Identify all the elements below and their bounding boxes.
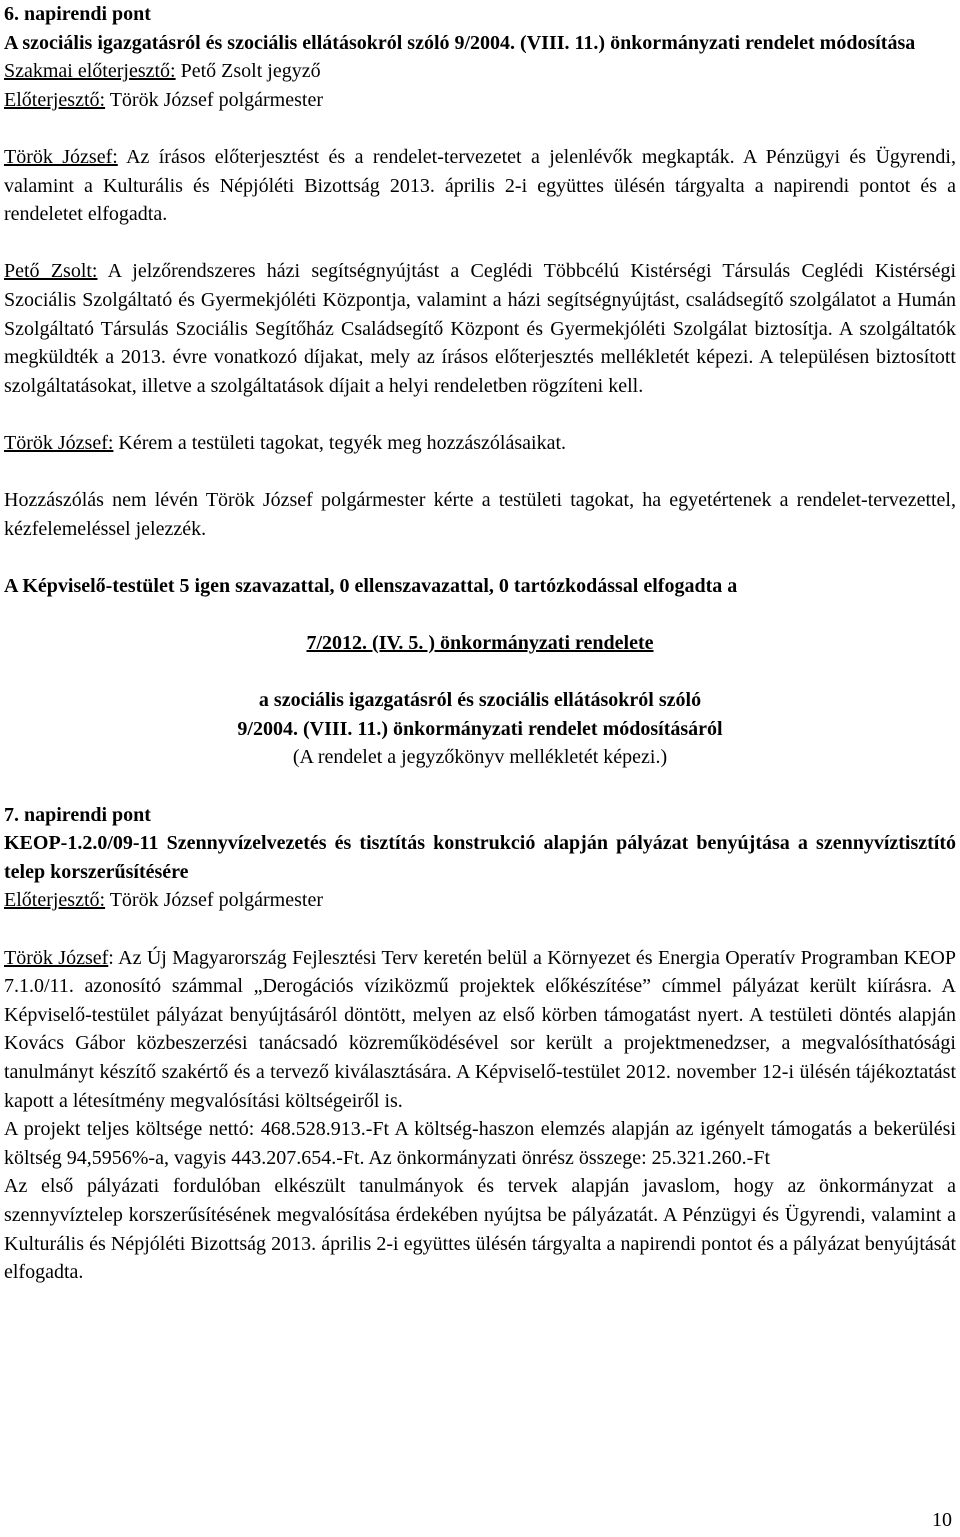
item7-presenter-value: Török József polgármester <box>105 889 323 912</box>
item6-paragraph-3 <box>4 429 956 458</box>
decree-number: 7/2012. (IV. 5. ) önkormányzati rendelete <box>306 632 654 655</box>
item6-presenter <box>4 86 956 115</box>
item6-heading: 6. napirendi pont <box>4 3 151 25</box>
item6-paragraph-4: Hozzászólás nem lévén Török József polgármester kérte a testületi tagokat, ha egyetértenek a rendelet-tervezettel, kézfelemeléssel jelezzék. <box>4 489 956 540</box>
item7-presenter <box>4 886 956 915</box>
item6-presenter-value: Török József polgármester <box>105 88 323 111</box>
paragraph-text: Kérem a testületi tagokat, tegyék meg hozzászólásaikat. <box>113 431 567 454</box>
paragraph-text: Az írásos előterjesztést és a rendelet-tervezetet a jelenlévők megkapták. A Pénzügyi és Ügyrendi, valamint a Kulturális és Népjóléti Bizottság 2013. április 2-i együttes ülésén tárgyalta a napirendi pontot és a rendeletet elfogadta. <box>4 145 956 226</box>
item6-presenter-label: Előterjesztő: <box>4 88 106 111</box>
item7-paragraph-1 <box>4 944 956 1116</box>
item6-rapporteur-value: Pető Zsolt jegyző <box>175 60 321 83</box>
item7-paragraph-3: Az első pályázati fordulóban elkészült tanulmányok és tervek alapján javaslom, hogy az önkormányzat a szennyvíztelep korszerűsítésének megvalósítása érdekében nyújtsa be pályázatát. A Pénzügyi és Ügyrendi, valamint a Kulturális és Népjóléti Bizottság 2013. április 2-i együttes ülésén tárgyalta a napirendi pontot és a pályázat benyújtását elfogadta. <box>4 1175 956 1284</box>
paragraph-text: : Az Új Magyarország Fejlesztési Terv keretén belül a Környezet és Energia Operatív Programban KEOP 7.1.0/11. azonosító számmal „Derogációs víziközmű projektek előkészítése” címmel pályázat került kiírásra. A Képviselő-testület pályázat benyújtásáról döntött, melyen az első körben támogatást nyert. A testületi döntés alapján Kovács Gábor közbeszerzési tanácsadó közreműködésével sor került a projektmenedzser, a megvalósíthatósági tanulmányt készítő szakértő és a tervező kiválasztására. A Képviselő-testület 2012. november 12-i ülésén tájékoztatást kapott a létesítmény megvalósítási költségeiről is. <box>4 946 956 1112</box>
page-number: 10 <box>932 1509 952 1532</box>
decree-title-line-1: a szociális igazgatásról és szociális ellátásokról szóló <box>258 689 702 712</box>
decree-note: (A rendelet a jegyzőkönyv mellékletét képezi.) <box>292 746 668 769</box>
speaker-label: Török József: <box>4 431 114 454</box>
item6-paragraph-1 <box>4 143 956 229</box>
speaker-label: Török József: <box>4 145 118 168</box>
item6-paragraph-2 <box>4 257 956 400</box>
item7-paragraph-2: A projekt teljes költsége nettó: 468.528.913.-Ft A költség-haszon elemzés alapján az igényelt támogatás a bekerülési költség 94,5956%-a, vagyis 443.207.654.-Ft. Az önkormányzati önrész összege: 25.321.260.-Ft <box>4 1118 956 1169</box>
speaker-label: Török József <box>4 946 109 969</box>
paragraph-text: A jelzőrendszeres házi segítségnyújtást a Ceglédi Többcélú Kistérségi Társulás Ceglédi Kistérségi Szociális Szolgáltató és Gyermekjóléti Központja, valamint a házi segítségnyújtást, családsegítő szolgálatot a Humán Szolgáltató Társulás Szociális Segítőház Családsegítő Központ és Gyermekjóléti Szolgálat biztosítja. A szolgáltatók megküldték a 2013. évre vonatkozó díjakat, mely az írásos előterjesztés mellékletét képezi. A településen biztosított szolgáltatásokat, illetve a szolgáltatások díjait a helyi rendeletben rögzíteni kell. <box>4 260 957 397</box>
item6-rapporteur <box>4 57 956 86</box>
item7-presenter-label: Előterjesztő: <box>4 889 106 912</box>
item6-rapporteur-label: Szakmai előterjesztő: <box>4 60 176 83</box>
item6-vote-result: A Képviselő-testület 5 igen szavazattal, 0 ellenszavazattal, 0 tartózkodással elfogadta a <box>4 574 738 597</box>
speaker-label: Pető Zsolt: <box>4 260 98 283</box>
item7-heading: 7. napirendi pont <box>4 803 151 826</box>
decree-title-line-2: 9/2004. (VIII. 11.) önkormányzati rendelet módosításáról <box>237 717 723 740</box>
item7-title: KEOP-1.2.0/09-11 Szennyvízelvezetés és tisztítás konstrukció alapján pályázat benyújtása a szennyvíztisztító telep korszerűsítésére <box>4 832 956 883</box>
item6-title: A szociális igazgatásról és szociális ellátásokról szóló 9/2004. (VIII. 11.) önkormányzati rendelet módosítása <box>4 31 916 54</box>
